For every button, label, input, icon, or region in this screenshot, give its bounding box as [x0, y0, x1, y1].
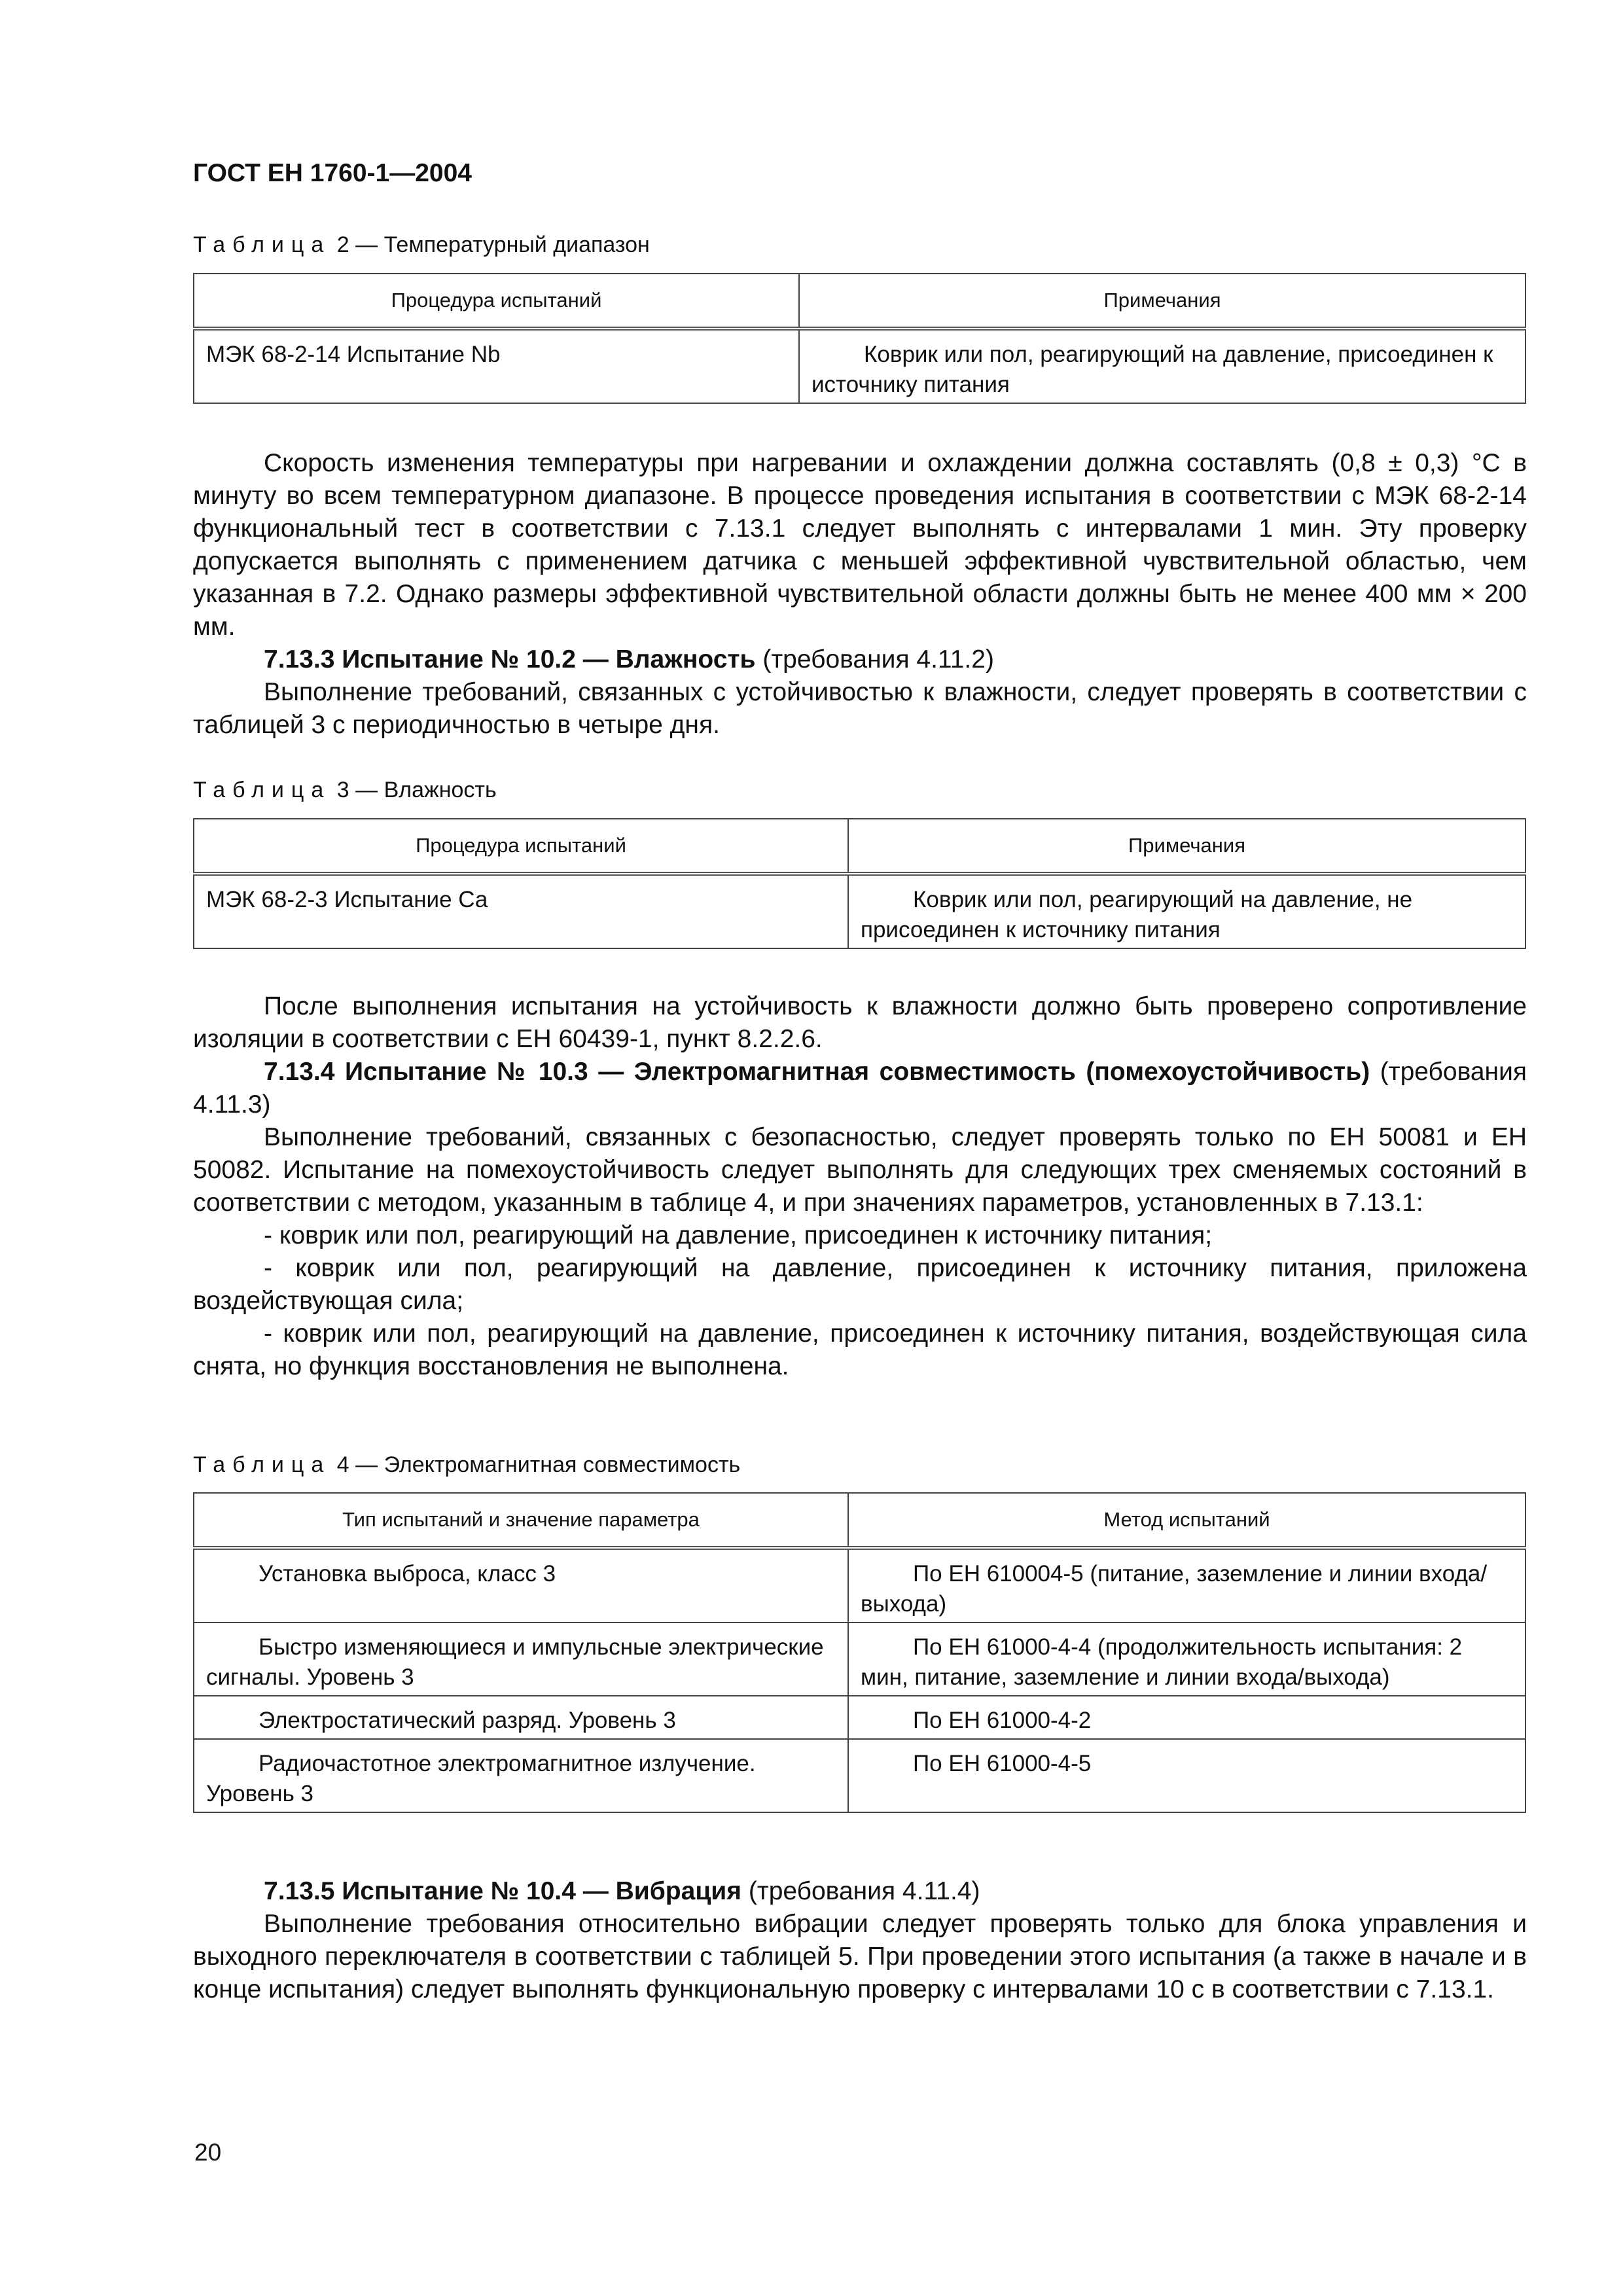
table-2-cell-notes: Коврик или пол, реагирующий на давление, присоединен к источнику питания	[799, 329, 1525, 403]
table-row	[194, 1623, 1525, 1696]
table-header-row	[194, 819, 1525, 874]
table-3-cell-notes: Коврик или пол, реагирующий на давление, не присоединен к источнику питания	[848, 874, 1525, 948]
table-header-row	[194, 1493, 1525, 1548]
table-row	[194, 1739, 1525, 1812]
table-2-cell-procedure: МЭК 68-2-14 Испытание Nb	[194, 329, 799, 403]
table-4-cell-method: По ЕН 61000-4-5	[848, 1739, 1525, 1812]
table-3-header-notes: Примечания	[848, 819, 1525, 874]
paragraph: После выполнения испытания на устойчивость к влажности должно быть проверено сопротивление изоляции в соответствии с ЕН 60439-1, пункт 8.2.2.6.	[193, 992, 1527, 1053]
table-4-cell-type: Радиочастотное электромагнитное излучение. Уровень 3	[194, 1739, 848, 1812]
table-4-cell-type: Установка выброса, класс 3	[194, 1548, 848, 1623]
paragraph: Скорость изменения температуры при нагревании и охлаждении должна составлять (0,8 ± 0,3) °С в минуту во всем температурном диапазоне. В процессе проведения испытания в соответствии с МЭК 68-2-14 функциональный тест в соответствии с 7.13.1 следует выполнять с интервалами 1 мин. Эту проверку допускается выполнять с применением датчика с меньшей эффективной чувствительной областью, чем указанная в 7.2. Однако размеры эффективной чувствительной области должны быть не менее 400 мм × 200 мм.	[193, 449, 1527, 641]
table-4-header-method: Метод испытаний	[848, 1493, 1525, 1548]
table-4-caption	[193, 1452, 740, 1478]
table-4-cell-type: Быстро изменяющиеся и импульсные электрические сигналы. Уровень 3	[194, 1623, 848, 1696]
paragraph: Выполнение требований, связанных с безопасностью, следует проверять только по ЕН 50081 и ЕН 50082. Испытание на помехоустойчивость следует выполнять для следующих трех сменяемых состояний в соответствии с методом, указанным в таблице 4, и при значениях параметров, установленных в 7.13.1:	[193, 1123, 1527, 1217]
table-3-caption	[193, 778, 497, 803]
text-block-2	[193, 990, 1527, 1383]
table-4-cell-method: По ЕН 61000-4-4 (продолжительность испытания: 2 мин, питание, заземление и линии входа/выхода)	[848, 1623, 1525, 1696]
section-requirement: (требования 4.11.2)	[755, 645, 994, 673]
section-7-13-3-heading	[193, 643, 1527, 676]
text-block-1	[193, 447, 1527, 742]
table-4-header-type: Тип испытаний и значение параметра	[194, 1493, 848, 1548]
table-2-header-procedure: Процедура испытаний	[194, 274, 799, 329]
section-requirement: (требования 4.11.4)	[741, 1877, 980, 1905]
table-4	[193, 1492, 1526, 1813]
table-3-caption-title: 3 — Влажность	[336, 778, 497, 802]
table-row	[194, 874, 1525, 948]
list-item: - коврик или пол, реагирующий на давление, присоединен к источнику питания;	[264, 1221, 1213, 1249]
list-item: - коврик или пол, реагирующий на давление, присоединен к источнику питания, воздействующая сила снята, но функция восстановления не выполнена.	[193, 1319, 1527, 1380]
table-3-cell-procedure: МЭК 68-2-3 Испытание Са	[194, 874, 848, 948]
table-4-cell-method: По ЕН 610004-5 (питание, заземление и линии входа/выхода)	[848, 1548, 1525, 1623]
text-block-3	[193, 1875, 1527, 2006]
table-4-caption-title: 4 — Электромагнитная совместимость	[336, 1452, 741, 1477]
table-4-cell-method: По ЕН 61000-4-2	[848, 1696, 1525, 1739]
section-7-13-4-heading	[193, 1056, 1527, 1121]
section-title: 7.13.3 Испытание № 10.2 — Влажность	[264, 645, 756, 673]
list-item: - коврик или пол, реагирующий на давление, присоединен к источнику питания, приложена воздействующая сила;	[193, 1254, 1527, 1315]
page-number: 20	[194, 2139, 222, 2166]
table-2-header-notes: Примечания	[799, 274, 1525, 329]
section-requirement: (требования 4.11.3)	[193, 1058, 1527, 1119]
table-row	[194, 329, 1525, 403]
table-2-caption-title: 2 — Температурный диапазон	[336, 232, 650, 257]
section-title: 7.13.4 Испытание № 10.3 — Электромагнитная совместимость (помехоустойчивость)	[264, 1058, 1370, 1086]
table-4-cell-type: Электростатический разряд. Уровень 3	[194, 1696, 848, 1739]
paragraph: Выполнение требований, связанных с устойчивостью к влажности, следует проверять в соответствии с таблицей 3 с периодичностью в четыре дня.	[193, 678, 1527, 739]
table-row	[194, 1696, 1525, 1739]
table-2-caption-label: Таблица	[193, 232, 331, 257]
section-title: 7.13.5 Испытание № 10.4 — Вибрация	[264, 1877, 742, 1905]
table-2	[193, 273, 1526, 404]
section-7-13-5-heading	[193, 1875, 1527, 1908]
table-3-header-procedure: Процедура испытаний	[194, 819, 848, 874]
table-3	[193, 818, 1526, 949]
document-header: ГОСТ ЕН 1760-1—2004	[193, 159, 472, 187]
paragraph: Выполнение требования относительно вибрации следует проверять только для блока управления и выходного переключателя в соответствии с таблицей 5. При проведении этого испытания (а также в начале и в конце испытания) следует выполнять функциональную проверку с интервалами 10 с в соответствии с 7.13.1.	[193, 1910, 1527, 2003]
table-2-caption	[193, 232, 650, 258]
table-header-row	[194, 274, 1525, 329]
table-3-caption-label: Таблица	[193, 778, 331, 802]
table-row	[194, 1548, 1525, 1623]
table-4-caption-label: Таблица	[193, 1452, 331, 1477]
